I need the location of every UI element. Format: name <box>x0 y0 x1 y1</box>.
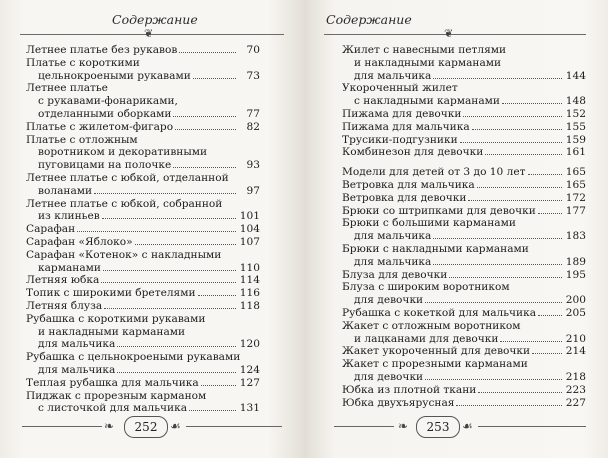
toc-entry-title-line: Рубашка с цельнокроеными рукавами <box>26 351 241 364</box>
toc-list-left <box>26 44 260 415</box>
toc-entry-title-line: Брюки с большими карманами <box>342 217 516 230</box>
left-page-title: Содержание <box>112 12 198 27</box>
toc-entry-page: 101 <box>239 210 260 223</box>
toc-entry-page: 159 <box>565 133 586 146</box>
toc-entry-title-line: Рубашка с короткими рукавами <box>26 312 206 325</box>
dot-leader <box>532 353 562 354</box>
toc-entry <box>26 44 260 57</box>
toc-entry-page: 70 <box>246 44 260 56</box>
toc-entry-page: 165 <box>565 166 586 179</box>
dot-leader <box>425 302 562 303</box>
toc-entry <box>26 287 260 300</box>
page-number: 253 <box>416 416 460 438</box>
dot-leader <box>102 218 236 219</box>
ornament-icon: ❦ <box>144 27 154 40</box>
dot-leader <box>201 385 236 386</box>
toc-entry <box>342 134 586 147</box>
dot-leader <box>117 372 236 373</box>
dot-leader <box>198 295 236 296</box>
dot-leader <box>472 129 562 130</box>
toc-entry-last-line <box>26 287 260 300</box>
toc-entry-title-line: для мальчика <box>354 255 432 268</box>
toc-entry-page: 73 <box>246 69 260 82</box>
toc-entry <box>26 82 260 120</box>
toc-entry-last-line <box>26 121 260 134</box>
toc-entry <box>26 249 260 275</box>
toc-entry-page: 114 <box>239 274 260 287</box>
toc-entry-last-line <box>26 185 260 198</box>
toc-entry-title-line: Блуза с широким воротником <box>342 281 510 294</box>
toc-entry-page: 77 <box>246 107 260 120</box>
toc-entry <box>342 281 586 307</box>
dot-leader <box>500 341 562 342</box>
dot-leader <box>117 346 236 347</box>
toc-entry-title-line: с рукавами-фонариками, <box>38 95 178 108</box>
footer-rule <box>478 426 586 427</box>
toc-entry <box>342 243 586 269</box>
toc-entry <box>342 269 586 282</box>
toc-entry-last-line <box>342 205 586 218</box>
toc-entry-title-line: Жакет укороченный для девочки <box>342 345 531 358</box>
toc-entry-last-line <box>26 44 260 57</box>
toc-entry-last-line <box>342 230 586 243</box>
toc-entry-title-line: Трусики-подгузники <box>342 133 458 146</box>
toc-entry-title-line: Ветровка для девочки <box>342 191 467 204</box>
toc-entry-page: 104 <box>239 223 260 236</box>
dot-leader <box>103 270 236 271</box>
toc-entry-last-line <box>342 146 586 159</box>
toc-entry-last-line <box>26 377 260 390</box>
toc-entry-last-line <box>26 364 260 377</box>
dot-leader <box>101 282 236 283</box>
toc-entry-title-line: из клиньев <box>38 210 100 223</box>
toc-entry-title-line: Летнее платье с юбкой, собранной <box>26 197 223 210</box>
dot-leader <box>189 410 236 411</box>
toc-entry-title-line: Укороченный жилет <box>342 82 458 95</box>
toc-entry-title-line: для мальчика <box>38 363 116 376</box>
toc-entry-last-line <box>342 269 586 282</box>
header-rule <box>324 34 586 35</box>
toc-entry-title-line: с накладными карманами <box>354 95 500 108</box>
toc-entry-last-line <box>26 210 260 223</box>
toc-entry-last-line <box>342 121 586 134</box>
dot-leader <box>173 116 236 117</box>
toc-entry-last-line <box>342 333 586 346</box>
dot-leader <box>502 103 562 104</box>
toc-entry-title-line: для мальчика <box>354 69 432 82</box>
dot-leader <box>175 129 236 130</box>
toc-entry <box>26 223 260 236</box>
toc-entry-page: 144 <box>565 69 586 82</box>
toc-entry-page: 183 <box>565 230 586 243</box>
ornament-icon: ❦ <box>444 27 454 40</box>
right-page-title: Содержание <box>326 12 412 27</box>
toc-entry-page: 116 <box>239 287 260 300</box>
toc-entry-page: 227 <box>565 396 586 409</box>
toc-entry-title-line: Платье с жилетом-фигаро <box>26 120 174 133</box>
toc-entry-title-line: воланами <box>38 184 93 197</box>
toc-entry-page: 127 <box>239 376 260 389</box>
footer-rule <box>186 426 282 427</box>
toc-entry-last-line <box>342 108 586 121</box>
toc-entry-title-line: и накладными карманами <box>354 56 502 69</box>
toc-entry <box>26 390 260 416</box>
dot-leader <box>478 392 562 393</box>
toc-entry-page: 177 <box>565 204 586 217</box>
toc-entry-title-line: Блуза для девочки <box>342 268 448 281</box>
toc-entry-title-line: карманами <box>38 261 101 274</box>
toc-entry-title-line: для девочки <box>354 294 424 307</box>
toc-entry <box>342 179 586 192</box>
toc-entry-page: 189 <box>565 255 586 268</box>
toc-entry-title-line: Рубашка с кокеткой для мальчика <box>342 306 537 319</box>
scroll-ornament-icon: ❧ <box>104 419 115 433</box>
toc-entry-page: 223 <box>565 383 586 396</box>
dot-leader <box>538 213 562 214</box>
toc-entry-page: 118 <box>239 299 260 312</box>
dot-leader <box>468 200 562 201</box>
toc-entry <box>26 377 260 390</box>
toc-entry-title-line: Брюки со штрипками для девочки <box>342 204 536 217</box>
toc-entry-page: 205 <box>565 306 586 319</box>
toc-entry-last-line <box>26 108 260 121</box>
toc-entry-title-line: Платье с отложным <box>26 133 138 146</box>
toc-entry-title-line: Юбка из плотной ткани <box>342 383 477 396</box>
toc-entry-title-line: Платье с короткими <box>26 56 140 69</box>
toc-entry-title-line: Пижама для мальчика <box>342 120 470 133</box>
toc-entry-title-line: Сарафан «Котенок» с накладными <box>26 248 222 261</box>
toc-entry <box>342 307 586 320</box>
dot-leader <box>538 315 562 316</box>
dot-leader <box>135 244 236 245</box>
toc-entry-page: 214 <box>565 345 586 358</box>
footer-rule <box>334 426 394 427</box>
dot-leader <box>433 78 562 79</box>
toc-entry <box>26 121 260 134</box>
toc-entry-last-line <box>26 262 260 275</box>
toc-entry <box>342 146 586 159</box>
toc-entry <box>26 274 260 287</box>
toc-entry <box>342 108 586 121</box>
toc-entry <box>342 320 586 346</box>
right-page-header <box>304 6 608 40</box>
toc-entry-title-line: Брюки с накладными карманами <box>342 242 529 255</box>
dot-leader <box>456 405 562 406</box>
toc-entry-last-line <box>342 134 586 147</box>
dot-leader <box>433 238 562 239</box>
toc-entry-title-line: Пиджак с прорезным карманом <box>26 389 207 402</box>
toc-entry-title-line: для мальчика <box>38 338 116 351</box>
dot-leader <box>179 52 236 53</box>
toc-entry-page: 152 <box>565 107 586 120</box>
toc-entry <box>26 236 260 249</box>
toc-entry-last-line <box>342 95 586 108</box>
dot-leader <box>460 142 562 143</box>
toc-entry <box>26 198 260 224</box>
toc-entry <box>342 82 586 108</box>
toc-entry-title-line: Летнее платье <box>26 82 108 95</box>
toc-entry-page: 97 <box>246 184 260 197</box>
toc-entry-title-line: с листочкой для мальчика <box>38 402 188 415</box>
toc-entry-title-line: Юбка двухъярусная <box>342 396 455 409</box>
dot-leader <box>173 167 236 168</box>
toc-entry <box>26 134 260 172</box>
toc-entry <box>342 217 586 243</box>
toc-entry-page: 155 <box>565 120 586 133</box>
toc-entry-title-line: Сарафан «Яблоко» <box>26 235 133 248</box>
toc-entry-title-line: Летнее платье с юбкой, отделанной <box>26 171 229 184</box>
dot-leader <box>193 78 236 79</box>
toc-entry-last-line <box>26 236 260 249</box>
toc-entry-page: 210 <box>565 332 586 345</box>
toc-entry <box>342 205 586 218</box>
toc-entry-last-line <box>342 294 586 307</box>
toc-entry <box>26 313 260 351</box>
toc-entry-last-line <box>26 402 260 415</box>
toc-entry-title-line: для девочки <box>354 370 424 383</box>
toc-entry-title-line: Жакет с прорезными карманами <box>342 358 528 371</box>
toc-entry-title-line: пуговицами на полочке <box>38 159 172 172</box>
toc-entry-page: 218 <box>565 370 586 383</box>
toc-entry-title-line: и лацканами для девочки <box>354 332 499 345</box>
toc-entry-last-line <box>26 338 260 351</box>
toc-entry-last-line <box>342 307 586 320</box>
dot-leader <box>425 379 562 380</box>
toc-entry-page: 165 <box>565 178 586 191</box>
toc-entry-title-line: Пижама для девочки <box>342 107 462 120</box>
scroll-ornament-icon: ☙ <box>462 419 473 433</box>
toc-entry <box>342 384 586 397</box>
right-page <box>304 0 608 458</box>
toc-entry-title-line: Летнее платье без рукавов <box>26 44 178 56</box>
toc-entry-page: 93 <box>246 159 260 172</box>
scroll-ornament-icon: ❧ <box>398 419 409 433</box>
toc-entry-last-line <box>342 70 586 83</box>
toc-entry-page: 148 <box>565 95 586 108</box>
toc-entry-page: 107 <box>239 235 260 248</box>
toc-entry-last-line <box>342 384 586 397</box>
toc-entry-last-line <box>26 274 260 287</box>
toc-entry <box>26 57 260 83</box>
toc-entry-last-line <box>26 300 260 313</box>
left-page-footer <box>0 416 304 438</box>
right-page-footer <box>304 416 608 438</box>
toc-entry-title-line: Теплая рубашка для мальчика <box>26 376 199 389</box>
toc-entry <box>26 351 260 377</box>
page-number: 252 <box>124 416 168 438</box>
scroll-ornament-icon: ☙ <box>170 419 181 433</box>
toc-entry-page: 110 <box>239 261 260 274</box>
toc-entry <box>26 300 260 313</box>
toc-entry-page: 195 <box>565 268 586 281</box>
dot-leader <box>104 308 236 309</box>
toc-entry-title-line: Комбинезон для девочки <box>342 146 484 159</box>
toc-entry-title-line: Сарафан <box>26 223 76 236</box>
toc-entry-title-line: для мальчика <box>354 230 432 243</box>
toc-entry-title-line: Летняя юбка <box>26 274 100 287</box>
toc-entry-last-line <box>342 345 586 358</box>
left-page-header <box>0 6 304 40</box>
toc-entry-title-line: цельнокроеными рукавами <box>38 69 191 82</box>
toc-entry-page: 161 <box>565 146 586 159</box>
dot-leader <box>77 231 236 232</box>
toc-entry-title-line: и накладными карманами <box>38 325 186 338</box>
toc-list-right <box>342 44 586 409</box>
toc-entry <box>26 172 260 198</box>
dot-leader <box>485 154 562 155</box>
toc-entry-page: 120 <box>239 338 260 351</box>
toc-entry-last-line <box>342 256 586 269</box>
toc-entry-last-line <box>342 371 586 384</box>
dot-leader <box>528 174 562 175</box>
toc-entry-page: 200 <box>565 294 586 307</box>
toc-entry-title-line: Модели для детей от 3 до 10 лет <box>342 166 526 179</box>
toc-entry <box>342 345 586 358</box>
toc-entry-last-line <box>342 397 586 410</box>
toc-entry-last-line <box>26 70 260 83</box>
toc-entry-title-line: Топик с широкими бретелями <box>26 287 196 300</box>
toc-entry-page: 82 <box>246 120 260 133</box>
toc-entry-last-line <box>342 166 586 179</box>
toc-entry-last-line <box>26 159 260 172</box>
toc-entry-page: 131 <box>239 402 260 415</box>
toc-entry <box>342 166 586 179</box>
toc-entry <box>342 358 586 384</box>
toc-entry <box>342 397 586 410</box>
toc-entry-last-line <box>342 192 586 205</box>
toc-entry-title-line: отделанными оборками <box>38 107 172 120</box>
toc-entry-title-line: воротником и декоративными <box>38 146 208 159</box>
dot-leader <box>433 264 562 265</box>
dot-leader <box>477 187 562 188</box>
footer-rule <box>22 426 102 427</box>
toc-entry-title-line: Ветровка для мальчика <box>342 178 475 191</box>
toc-entry-page: 172 <box>565 191 586 204</box>
dot-leader <box>449 277 562 278</box>
toc-entry-last-line <box>26 223 260 236</box>
toc-entry-title-line: Жакет с отложным воротником <box>342 319 521 332</box>
toc-entry-title-line: Летняя блуза <box>26 299 103 312</box>
toc-entry <box>342 44 586 82</box>
toc-entry-title-line: Жилет с навесными петлями <box>342 44 507 56</box>
dot-leader <box>463 116 562 117</box>
toc-entry <box>342 121 586 134</box>
toc-entry-page: 124 <box>239 363 260 376</box>
toc-entry-last-line <box>342 179 586 192</box>
toc-entry <box>342 192 586 205</box>
dot-leader <box>94 193 236 194</box>
